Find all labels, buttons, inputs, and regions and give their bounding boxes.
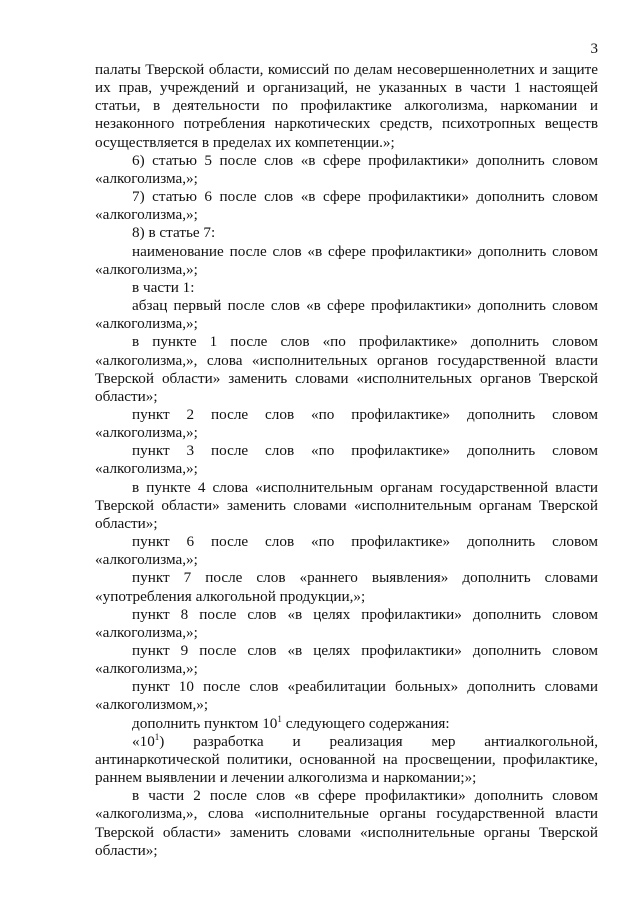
paragraph-point-4: в пункте 4 слова «исполнительным органам государственной власти Тверской области» заменить словами «исполнительным органам Тверской области»;: [95, 478, 598, 532]
paragraph-text-after: следующего содержания:: [281, 714, 450, 732]
page-number: 3: [590, 41, 598, 57]
superscript-index: 1: [154, 731, 160, 742]
paragraph-text-after: ) разработка и реализация мер антиалкогольной, антинаркотической политики, основанной на просвещении, профилактике, раннем выявлении и лечении алкоголизма и наркомании;»;: [95, 732, 598, 787]
paragraph-point-7: пункт 7 после слов «раннего выявления» дополнить словами «употребления алкогольной продукции,»;: [95, 569, 598, 605]
paragraph-item-6: 6) статью 5 после слов «в сфере профилактики» дополнить словом «алкоголизма,»;: [95, 151, 598, 187]
paragraph-item-7: 7) статью 6 после слов «в сфере профилактики» дополнить словом «алкоголизма,»;: [95, 188, 598, 224]
paragraph-text-before: дополнить пунктом 10: [132, 714, 278, 732]
paragraph-point-8: пункт 8 после слов «в целях профилактики» дополнить словом «алкоголизма,»;: [95, 605, 598, 641]
paragraph-point-9: пункт 9 после слов «в целях профилактики» дополнить словом «алкоголизма,»;: [95, 642, 598, 678]
paragraph-point-10: пункт 10 после слов «реабилитации больных» дополнить словами «алкоголизмом,»;: [95, 678, 598, 714]
superscript-index: 1: [277, 713, 282, 724]
paragraph-point-3: пункт 3 после слов «по профилактике» дополнить словом «алкоголизма,»;: [95, 442, 598, 478]
paragraph-add-point-10-1: [95, 715, 598, 733]
paragraph-item-8: 8) в статье 7:: [132, 224, 216, 242]
paragraph-point-1: в пункте 1 после слов «по профилактике» дополнить словом «алкоголизма,», слова «исполнительных органов государственной власти Тверской области» заменить словами «исполнительных органов Тверской области»;: [95, 333, 598, 405]
paragraph-continuation: палаты Тверской области, комиссий по делам несовершеннолетних и защите их прав, учреждений и организаций, не указанных в части 1 настоящей статьи, в деятельности по профилактике алкоголизма, наркомании и незаконного потребления наркотических средств, психотропных веществ осуществляется в пределах их компетенции.»;: [95, 61, 598, 151]
paragraph-point-10-1-text: [95, 733, 598, 787]
document-body: [95, 61, 598, 860]
paragraph-first-abzac: абзац первый после слов «в сфере профилактики» дополнить словом «алкоголизма,»;: [95, 297, 598, 333]
paragraph-point-2: пункт 2 после слов «по профилактике» дополнить словом «алкоголизма,»;: [95, 405, 598, 442]
paragraph-text-before: «10: [132, 732, 155, 750]
paragraph-part-1-heading: в части 1:: [132, 278, 195, 296]
paragraph-title-amendment: наименование после слов «в сфере профилактики» дополнить словом «алкоголизма,»;: [95, 242, 598, 278]
paragraph-point-6: пункт 6 после слов «по профилактике» дополнить словом «алкоголизма,»;: [95, 533, 598, 569]
paragraph-part-2: в части 2 после слов «в сфере профилактики» дополнить словом «алкоголизма,», слова «исполнительные органы государственной власти Тверской области» заменить словами «исполнительные органы Тверской области»;: [95, 787, 598, 859]
